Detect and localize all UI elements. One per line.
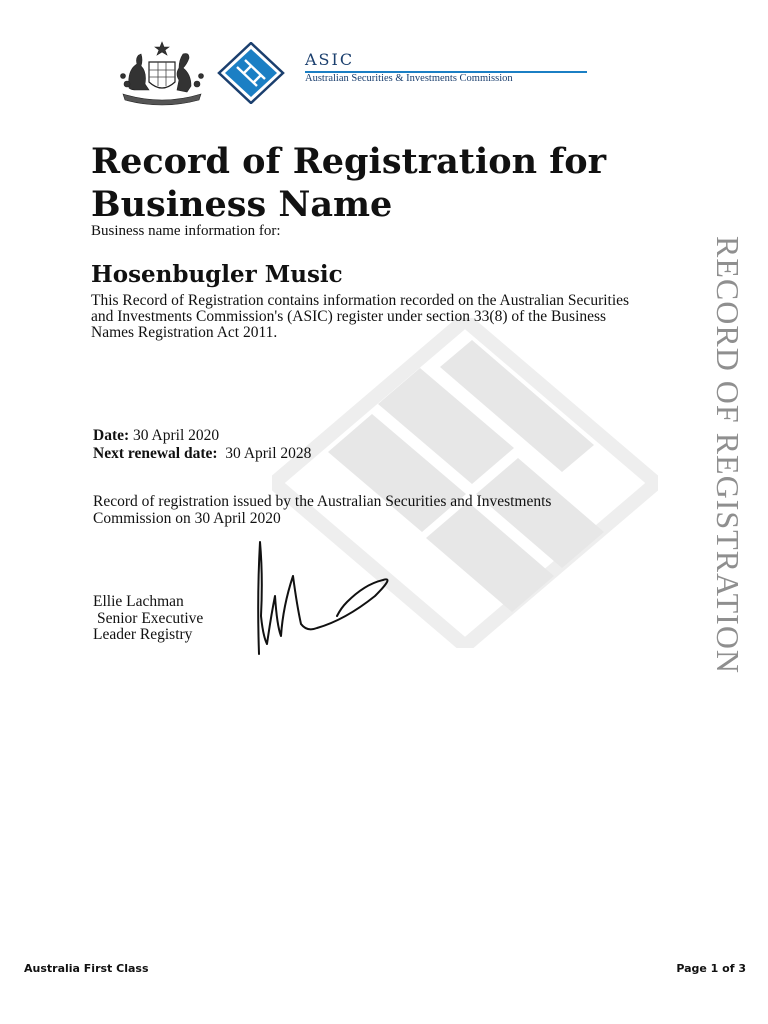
date-row — [93, 427, 311, 445]
signatory-block — [93, 594, 203, 644]
vertical-watermark-text: RECORD OF REGISTRATION — [710, 236, 746, 675]
renewal-label: Next renewal date: — [93, 444, 218, 462]
date-value: 30 April 2020 — [133, 427, 220, 444]
coat-of-arms-icon — [117, 40, 207, 106]
signatory-title-line-1: Senior Executive — [97, 609, 204, 627]
asic-logo-icon — [217, 42, 285, 104]
signatory-name: Ellie Lachman — [93, 593, 184, 610]
issued-statement: Record of registration issued by the Australian Securities and Investments Commission on 30 April 2020 — [93, 493, 552, 527]
signatory-title-line-2: Leader Registry — [93, 626, 193, 643]
business-name: Hosenbugler Music — [91, 261, 343, 288]
description: This Record of Registration contains information recorded on the Australian Securities and Investments Commission's (ASIC) register under section 33(8) of the Business Names Registration Act 2011. — [91, 292, 630, 341]
signature-icon — [245, 536, 395, 658]
date-block — [93, 427, 311, 462]
renewal-row — [93, 445, 311, 463]
header-logos — [117, 40, 592, 106]
page-number: Page 1 of 3 — [676, 962, 746, 975]
asic-full-name: Australian Securities & Investments Commission — [305, 73, 513, 84]
subtitle: Business name information for: — [91, 223, 281, 239]
date-label: Date: — [93, 427, 130, 444]
asic-abbreviation: ASIC — [305, 50, 355, 69]
page-title: Record of Registration for Business Name — [91, 141, 607, 225]
footer-left-text: Australia First Class — [24, 962, 149, 975]
renewal-value: 30 April 2028 — [225, 444, 312, 462]
